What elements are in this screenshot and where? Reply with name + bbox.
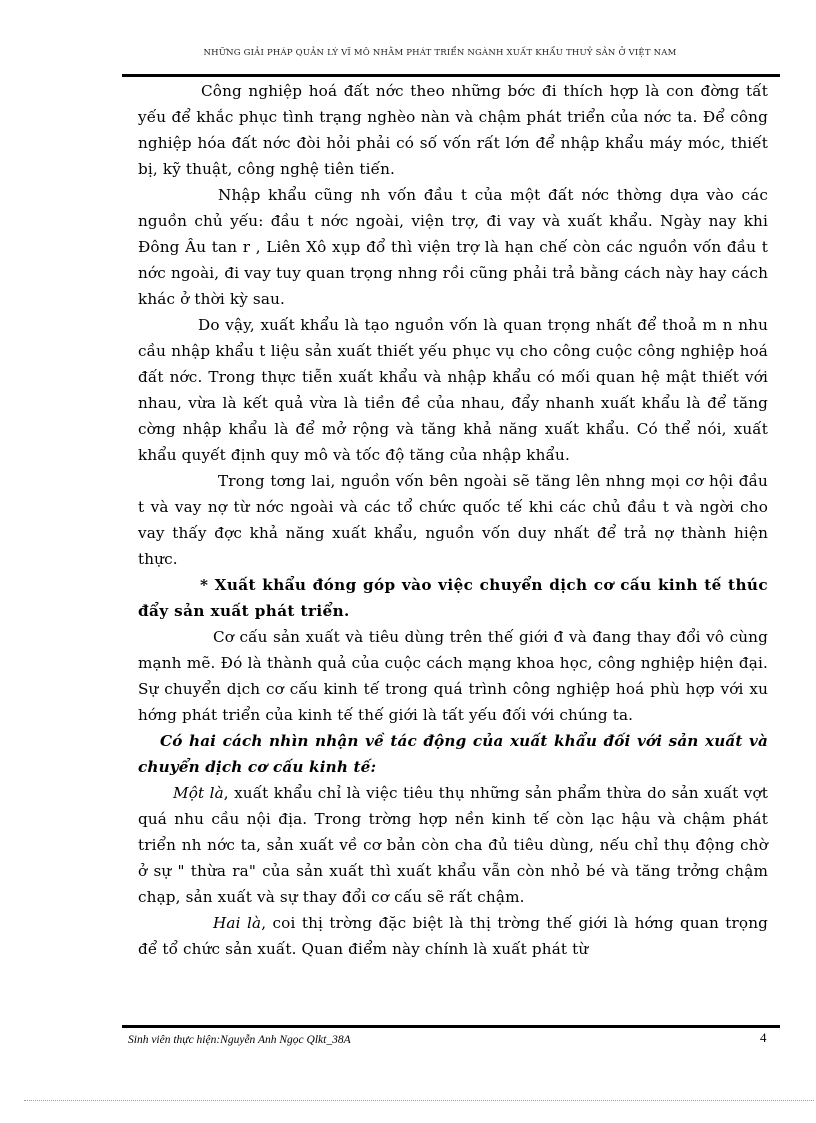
section-heading: * Xuất khẩu đóng góp vào việc chuyển dịch cơ cấu kinh tế thúc đẩy sản xuất phát triển. <box>138 576 768 620</box>
paragraph-2: Nhập khẩu cũng nh vốn đầu t của một đất nớc thờng dựa vào các nguồn chủ yếu: đầu t nớc ngoài, viện trợ, đi vay và xuất khẩu. Ngày nay khi Đông Âu tan r , Liên Xô xụp đổ thì viện trợ là hạn chế còn các nguồn vốn đầu t nớc ngoài, đi vay tuy quan trọng nhng rồi cũng phải trả bằng cách này hay cách khác ở thời kỳ sau. <box>138 186 768 308</box>
paragraph-7-text: , coi thị trờng đặc biệt là thị trờng thế giới là hớng quan trọng để tổ chức sản xuất. Quan điểm này chính là xuất phát từ <box>138 914 769 958</box>
document-body <box>138 78 768 962</box>
header-rule <box>122 74 780 77</box>
sub-heading: Có hai cách nhìn nhận về tác động của xuất khẩu đối với sản xuất và chuyển dịch cơ cấu kinh tế: <box>138 732 768 776</box>
paragraph-4: Trong tơng lai, nguồn vốn bên ngoài sẽ tăng lên nhng mọi cơ hội đầu t và vay nợ từ nớc ngoài và các tổ chức quốc tế khi các chủ đầu t và ngời cho vay thấy đợc khả năng xuất khẩu, nguồn vốn duy nhất để trả nợ thành hiện thực. <box>138 472 768 568</box>
page-number: 4 <box>760 1030 767 1045</box>
paragraph-7 <box>138 910 768 962</box>
paragraph-6-text: , xuất khẩu chỉ là việc tiêu thụ những sản phẩm thừa do sản xuất vợt quá nhu cầu nội địa. Trong trờng hợp nền kinh tế còn lạc hậu và chậm phát triển nh nớc ta, sản xuất về cơ bản còn cha đủ tiêu dùng, nếu chỉ thụ động chờ ở sự " thừa ra" của sản xuất thì xuất khẩu vẫn còn nhỏ bé và tăng trởng chậm chạp, sản xuất và sự thay đổi cơ cấu sẽ rất chậm. <box>138 784 768 906</box>
paragraph-7-lead: Hai là <box>213 914 262 932</box>
running-header: NHỮNG GIẢI PHÁP QUẢN LÝ VĨ MÔ NHẰM PHÁT TRIỂN NGÀNH XUẤT KHẨU THUỶ SẢN Ở VIỆT NAM <box>203 48 677 58</box>
footer-rule <box>122 1025 780 1028</box>
footer-author: Sinh viên thực hiện:Nguyễn Anh Ngọc Qlkt_38A <box>128 1034 351 1046</box>
paragraph-5: Cơ cấu sản xuất và tiêu dùng trên thế giới đ và đang thay đổi vô cùng mạnh mẽ. Đó là thành quả của cuộc cách mạng khoa học, công nghiệp hiện đại. Sự chuyển dịch cơ cấu kinh tế trong quá trình công nghiệp hoá phù hợp với xu hớng phát triển của kinh tế thế giới là tất yếu đối với chúng ta. <box>138 628 768 724</box>
page-edge-dotted-line <box>24 1100 814 1101</box>
paragraph-6 <box>138 780 768 910</box>
paragraph-1: Công nghiệp hoá đất nớc theo những bớc đi thích hợp là con đờng tất yếu để khắc phục tình trạng nghèo nàn và chậm phát triển của nớc ta. Để công nghiệp hóa đất nớc đòi hỏi phải có số vốn rất lớn để nhập khẩu máy móc, thiết bị, kỹ thuật, công nghệ tiên tiến. <box>138 82 768 178</box>
paragraph-6-lead: Một là <box>173 784 224 802</box>
paragraph-3: Do vậy, xuất khẩu là tạo nguồn vốn là quan trọng nhất để thoả m n nhu cầu nhập khẩu t liệu sản xuất thiết yếu phục vụ cho công cuộc công nghiệp hoá đất nớc. Trong thực tiễn xuất khẩu và nhập khẩu có mối quan hệ mật thiết với nhau, vừa là kết quả vừa là tiền đề của nhau, đẩy nhanh xuất khẩu là để tăng cờng nhập khẩu là để mở rộng và tăng khả năng xuất khẩu. Có thể nói, xuất khẩu quyết định quy mô và tốc độ tăng của nhập khẩu. <box>138 316 768 464</box>
